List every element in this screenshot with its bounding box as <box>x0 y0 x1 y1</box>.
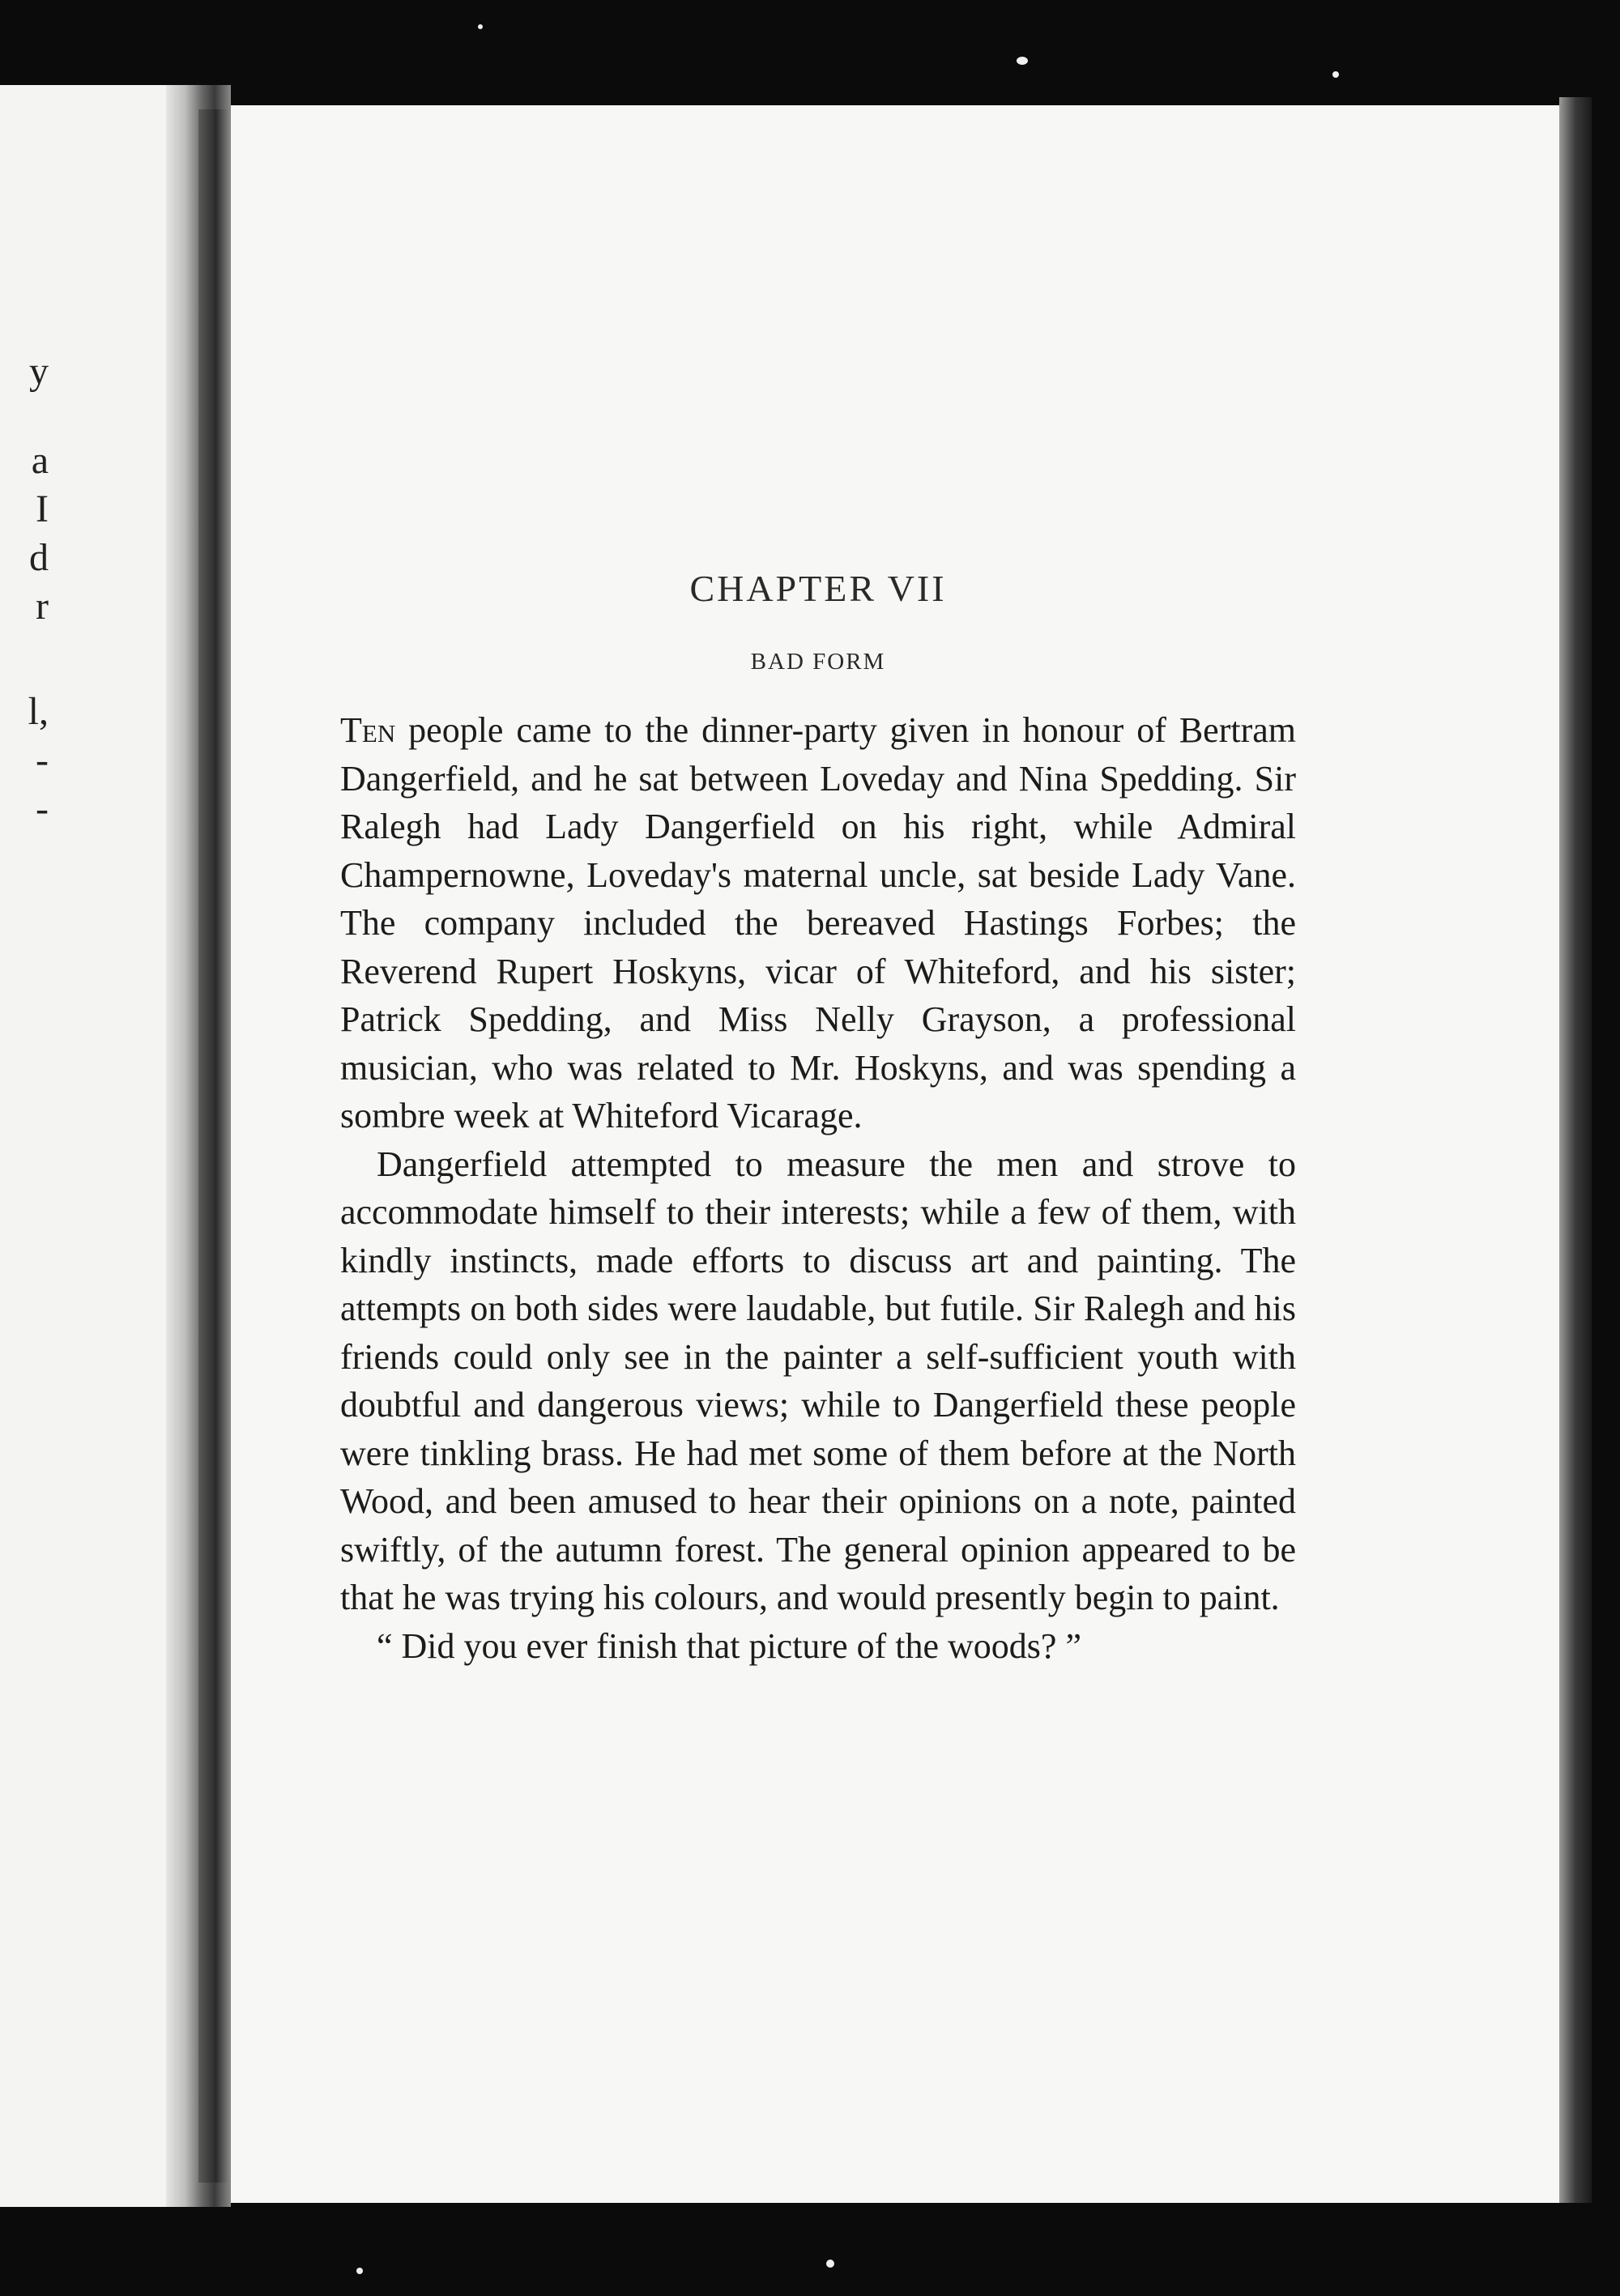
paragraph <box>340 706 1296 1140</box>
scan-speck <box>478 24 483 29</box>
chapter-title: CHAPTER VII <box>689 568 947 609</box>
paragraph <box>340 1140 1296 1622</box>
scan-speck <box>1332 71 1339 78</box>
left-facing-page <box>0 85 185 2207</box>
edge-letter: l, <box>28 690 49 733</box>
paragraph-lead-word: Ten <box>340 710 396 750</box>
paragraph-text: people came to the dinner-party given in honour of Bertram Dangerfield, and he sat between Loveday and Nina Spedding. Sir Ralegh had Lady Dangerfield on his right, while Admiral Champernowne, Loveday's maternal uncle, sat beside Lady Vane. The company included the bereaved Hastings Forbes; the Reverend Rupert Hoskyns, vicar of Whiteford, and his sister; Patrick Spedding, and Miss Nelly Grayson, a professional musician, who was related to Mr. Hoskyns, and was spending a sombre week at Whiteford Vicarage. <box>340 710 1296 1135</box>
paragraph <box>340 1622 1296 1671</box>
page-text <box>340 567 1296 1670</box>
paragraph-text: “ Did you ever finish that picture of the woods? ” <box>377 1625 1081 1666</box>
edge-letter: y <box>29 350 49 393</box>
chapter-subtitle: BAD FORM <box>750 649 886 675</box>
gutter-shadow <box>198 109 228 2183</box>
edge-letter: - <box>36 787 49 830</box>
right-page-edge <box>1559 97 1592 2203</box>
edge-letter: - <box>36 739 49 782</box>
edge-letter: d <box>29 536 49 579</box>
edge-letter: I <box>36 488 49 530</box>
scan-speck <box>826 2260 834 2268</box>
scan-speck <box>356 2268 363 2274</box>
paragraph-text: Dangerfield attempted to measure the men and strove to accommodate himself to their interests; while a few of them, with kindly instincts, made efforts to discuss art and painting. The attempts on both sides were laudable, but futile. Sir Ralegh and his friends could only see in the painter a self-sufficient youth with doubtful and dangerous views; while to Dangerfield these people were tinkling brass. He had met some of them before at the North Wood, and been amused to hear their opinions on a note, painted swiftly, of the autumn forest. The general opinion appeared to be that he was trying his colours, and would presently begin to paint. <box>340 1144 1296 1617</box>
edge-letter: r <box>36 585 49 628</box>
left-page-edge-text <box>0 85 49 2207</box>
edge-letter: a <box>31 439 49 482</box>
scan-speck <box>1017 57 1028 65</box>
